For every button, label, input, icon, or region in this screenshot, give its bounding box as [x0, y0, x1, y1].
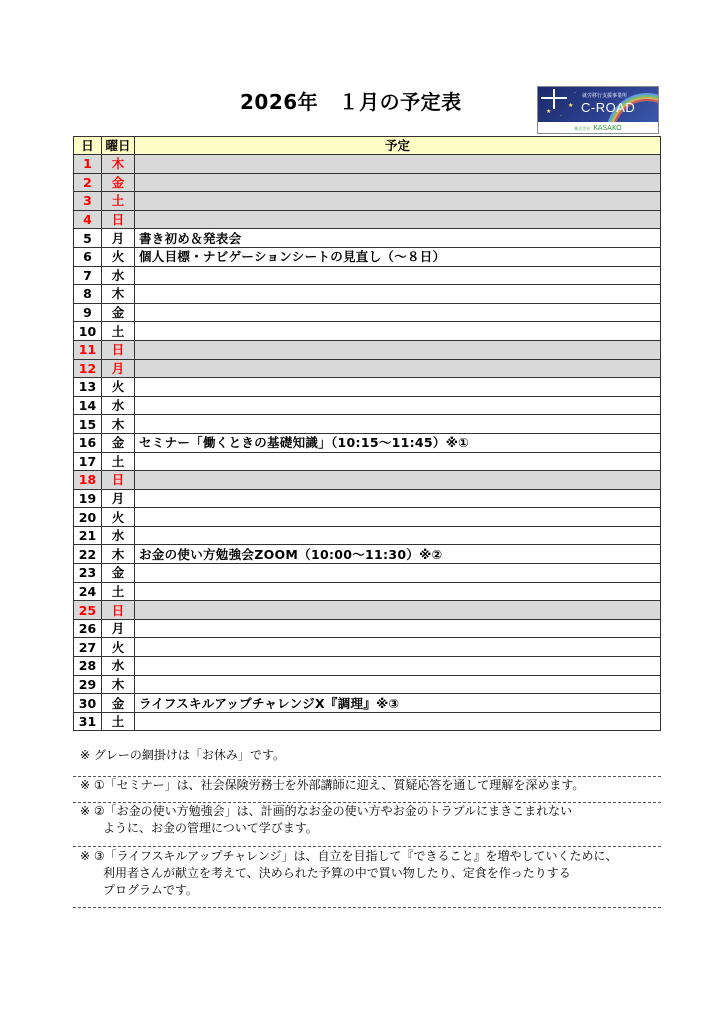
- weekday-cell: 木: [102, 155, 135, 174]
- event-cell: [135, 173, 661, 192]
- event-cell: [135, 396, 661, 415]
- day-cell: 20: [74, 508, 102, 527]
- weekday-cell: 火: [102, 638, 135, 657]
- event-cell: 書き初め＆発表会: [135, 229, 661, 248]
- table-row: [74, 247, 661, 266]
- event-cell: セミナー「働くときの基礎知識」（10:15～11:45）※①: [135, 433, 661, 452]
- event-cell: [135, 378, 661, 397]
- table-row: [74, 359, 661, 378]
- star-icon: ·: [574, 90, 576, 97]
- table-row: [74, 340, 661, 359]
- weekday-cell: 木: [102, 675, 135, 694]
- day-cell: 25: [74, 601, 102, 620]
- c-road-logo: [537, 86, 659, 134]
- day-cell: 26: [74, 619, 102, 638]
- weekday-cell: 月: [102, 619, 135, 638]
- day-cell: 30: [74, 694, 102, 713]
- day-cell: 2: [74, 173, 102, 192]
- weekday-cell: 日: [102, 340, 135, 359]
- day-cell: 1: [74, 155, 102, 174]
- table-row: [74, 619, 661, 638]
- table-row: [74, 192, 661, 211]
- note-seminar: ※ ①「セミナー」は、社会保険労務士を外部講師に迎え、質疑応答を通して理解を深めます。: [80, 778, 585, 792]
- weekday-cell: 日: [102, 601, 135, 620]
- table-row: [74, 229, 661, 248]
- dashed-divider: [73, 846, 661, 847]
- logo-banner: [538, 87, 658, 122]
- day-cell: 24: [74, 582, 102, 601]
- page-title: 2026年 １月の予定表: [240, 90, 462, 114]
- day-cell: 27: [74, 638, 102, 657]
- event-cell: [135, 564, 661, 583]
- event-cell: [135, 526, 661, 545]
- weekday-cell: 日: [102, 210, 135, 229]
- event-cell: 個人目標・ナビゲーションシートの見直し（～８日）: [135, 247, 661, 266]
- day-cell: 14: [74, 396, 102, 415]
- table-row: [74, 266, 661, 285]
- weekday-cell: 水: [102, 526, 135, 545]
- event-cell: [135, 452, 661, 471]
- event-cell: お金の使い方勉強会ZOOM（10:00～11:30）※②: [135, 545, 661, 564]
- day-cell: 4: [74, 210, 102, 229]
- day-cell: 19: [74, 489, 102, 508]
- note-money-study: ※ ②「お金の使い方勉強会」は、計画的なお金の使い方やお金のトラブルにまきこまれない ように、お金の管理について学びます。: [80, 804, 573, 835]
- event-cell: [135, 508, 661, 527]
- star-icon: ★: [568, 102, 574, 109]
- weekday-cell: 木: [102, 285, 135, 304]
- event-cell: [135, 619, 661, 638]
- event-cell: [135, 712, 661, 731]
- event-cell: ライフスキルアップチャレンジX『調理』※③: [135, 694, 661, 713]
- event-cell: [135, 155, 661, 174]
- day-cell: 12: [74, 359, 102, 378]
- table-row: [74, 526, 661, 545]
- table-row: [74, 545, 661, 564]
- table-row: [74, 173, 661, 192]
- weekday-cell: 月: [102, 229, 135, 248]
- table-row: [74, 657, 661, 676]
- logo-subtitle: 就労移行支援事業所: [582, 93, 628, 99]
- day-cell: 7: [74, 266, 102, 285]
- day-cell: 13: [74, 378, 102, 397]
- weekday-cell: 土: [102, 322, 135, 341]
- weekday-cell: 月: [102, 489, 135, 508]
- table-row: [74, 471, 661, 490]
- day-cell: 3: [74, 192, 102, 211]
- weekday-cell: 火: [102, 247, 135, 266]
- weekday-cell: 金: [102, 303, 135, 322]
- table-row: [74, 378, 661, 397]
- day-cell: 22: [74, 545, 102, 564]
- event-cell: [135, 340, 661, 359]
- holiday-legend-note: ※ グレーの網掛けは「お休み」です。: [80, 748, 285, 762]
- table-row: [74, 415, 661, 434]
- weekday-cell: 金: [102, 173, 135, 192]
- day-cell: 16: [74, 433, 102, 452]
- event-cell: [135, 322, 661, 341]
- event-cell: [135, 359, 661, 378]
- weekday-cell: 土: [102, 192, 135, 211]
- table-row: [74, 564, 661, 583]
- logo-name: C-ROAD: [581, 100, 636, 115]
- event-cell: [135, 675, 661, 694]
- day-cell: 23: [74, 564, 102, 583]
- event-cell: [135, 638, 661, 657]
- table-row: [74, 601, 661, 620]
- weekday-cell: 水: [102, 396, 135, 415]
- table-row: [74, 285, 661, 304]
- event-cell: [135, 210, 661, 229]
- day-cell: 10: [74, 322, 102, 341]
- day-cell: 17: [74, 452, 102, 471]
- weekday-cell: 火: [102, 508, 135, 527]
- event-cell: [135, 471, 661, 490]
- table-row: [74, 322, 661, 341]
- table-row: [74, 582, 661, 601]
- weekday-cell: 金: [102, 694, 135, 713]
- event-cell: [135, 489, 661, 508]
- table-row: [74, 712, 661, 731]
- schedule-table: [73, 136, 661, 731]
- day-cell: 18: [74, 471, 102, 490]
- day-cell: 9: [74, 303, 102, 322]
- weekday-cell: 木: [102, 415, 135, 434]
- header-schedule: 予定: [135, 137, 661, 155]
- weekday-cell: 金: [102, 564, 135, 583]
- weekday-cell: 水: [102, 266, 135, 285]
- day-cell: 15: [74, 415, 102, 434]
- day-cell: 21: [74, 526, 102, 545]
- weekday-cell: 日: [102, 471, 135, 490]
- event-cell: [135, 415, 661, 434]
- weekday-cell: 火: [102, 378, 135, 397]
- logo-company: 株式会社 KASAKO: [538, 122, 658, 134]
- event-cell: [135, 303, 661, 322]
- table-row: [74, 155, 661, 174]
- star-icon: ★: [546, 108, 552, 115]
- event-cell: [135, 285, 661, 304]
- day-cell: 8: [74, 285, 102, 304]
- day-cell: 6: [74, 247, 102, 266]
- weekday-cell: 金: [102, 433, 135, 452]
- weekday-cell: 土: [102, 582, 135, 601]
- day-cell: 31: [74, 712, 102, 731]
- event-cell: [135, 192, 661, 211]
- event-cell: [135, 601, 661, 620]
- day-cell: 5: [74, 229, 102, 248]
- header-day: 日: [74, 137, 102, 155]
- table-row: [74, 433, 661, 452]
- weekday-cell: 木: [102, 545, 135, 564]
- table-row: [74, 303, 661, 322]
- event-cell: [135, 266, 661, 285]
- star-icon: ·: [560, 113, 562, 120]
- table-row: [74, 210, 661, 229]
- dashed-divider: [73, 907, 661, 908]
- table-row: [74, 694, 661, 713]
- weekday-cell: 水: [102, 657, 135, 676]
- event-cell: [135, 582, 661, 601]
- note-lifeskill: ※ ③「ライフスキルアップチャレンジ」は、自立を目指して『できること』を増やしていくために、 利用者さんが献立を考えて、決められた予算の中で買い物したり、定食を作ったりする プログラムです。: [80, 849, 618, 897]
- day-cell: 29: [74, 675, 102, 694]
- table-row: [74, 675, 661, 694]
- event-cell: [135, 657, 661, 676]
- table-header-row: [74, 137, 661, 155]
- day-cell: 11: [74, 340, 102, 359]
- table-row: [74, 489, 661, 508]
- weekday-cell: 土: [102, 452, 135, 471]
- table-row: [74, 638, 661, 657]
- table-row: [74, 452, 661, 471]
- header-weekday: 曜日: [102, 137, 135, 155]
- day-cell: 28: [74, 657, 102, 676]
- weekday-cell: 土: [102, 712, 135, 731]
- table-row: [74, 508, 661, 527]
- weekday-cell: 月: [102, 359, 135, 378]
- table-row: [74, 396, 661, 415]
